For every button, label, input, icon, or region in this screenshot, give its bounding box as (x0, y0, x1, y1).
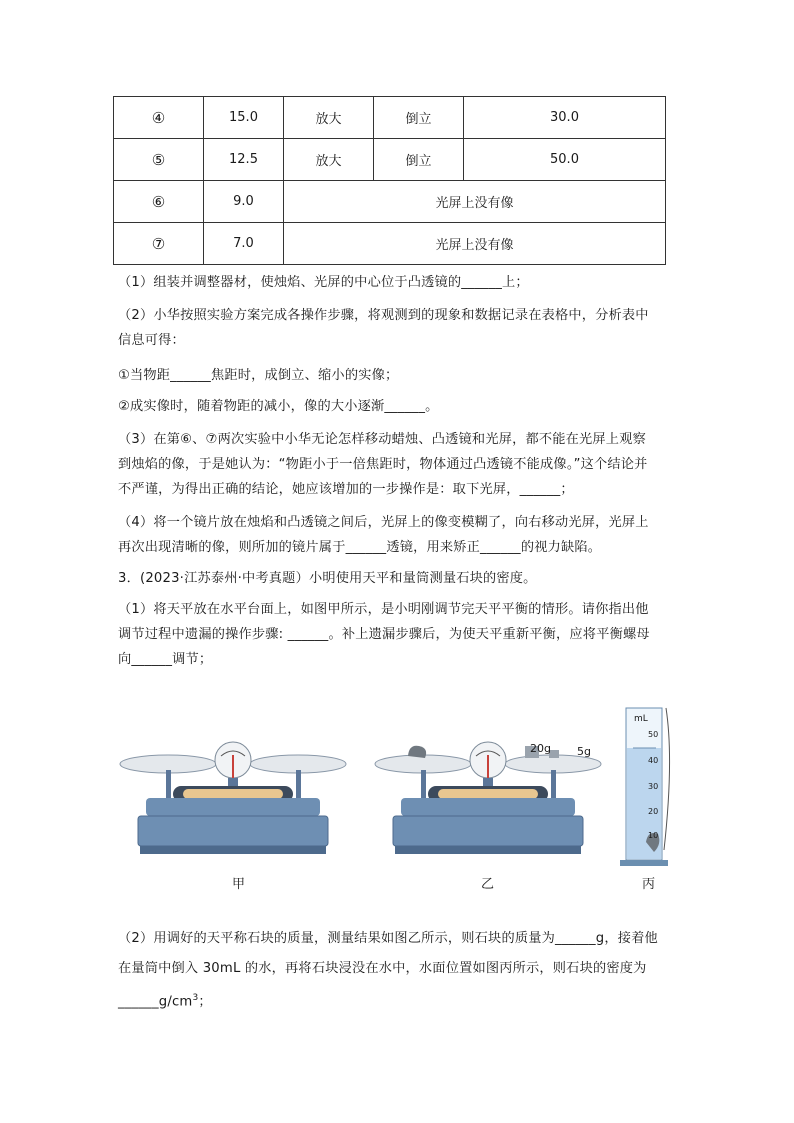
image-size: 放大 (284, 97, 374, 139)
weight-20g-label: 20g (530, 742, 551, 755)
object-distance: 12.5 (204, 139, 284, 181)
q2-sub-b: ②成实像时，随着物距的减小，像的大小逐渐______。 (118, 399, 439, 414)
tick-40: 40 (648, 756, 659, 765)
q2-sub-a: ①当物距______焦距时，成倒立、缩小的实像； (118, 368, 399, 383)
row-index: ④ (114, 97, 204, 139)
row-index: ⑥ (114, 181, 204, 223)
table-row (114, 139, 666, 181)
q3-line-2: 到烛焰的像，于是她认为：“物距小于一倍焦距时，物体通过凸透镜不能成像。”这个结论并 (118, 457, 648, 472)
balance-yi (375, 742, 601, 854)
weight-5g-label: 5g (577, 745, 591, 758)
table-row (114, 97, 666, 139)
image-orientation: 倒立 (374, 97, 464, 139)
question-2-text (118, 270, 678, 672)
tick-50: 50 (648, 730, 659, 739)
p3-q1-line-2: 调节过程中遗漏的操作步骤: ______。补上遗漏步骤后，为使天平重新平衡，应将平衡螺母 (118, 627, 650, 642)
caption-bing: 丙 (642, 877, 656, 892)
unit-superscript: 3 (192, 993, 199, 1003)
q2-line-2: 信息可得： (118, 333, 185, 348)
p3-q2-line-3 (118, 986, 678, 1014)
table-row (114, 181, 666, 223)
graduated-cylinder (620, 708, 670, 866)
p3-q2-line-2: 在量筒中倒入 30mL 的水，再将石块浸没在水中，水面位置如图丙所示，则石块的密度为 (118, 961, 647, 976)
q4-line-1: （4）将一个镜片放在烛焰和凸透镜之间后，光屏上的像变模糊了，向右移动光屏，光屏上 (118, 515, 649, 530)
q4-line-2: 再次出现清晰的像，则所加的镜片属于______透镜，用来矫正______的视力缺陷。 (118, 540, 602, 555)
p3-q1-line-3: 向______调节； (118, 652, 213, 667)
no-image-cell: 光屏上没有像 (284, 223, 666, 265)
q2-line-1: （2）小华按照实验方案完成各操作步骤，将观测到的现象和数据记录在表格中，分析表中 (118, 308, 649, 323)
row-index: ⑤ (114, 139, 204, 181)
p3-q2-line-3-main: ______g/cm (118, 994, 193, 1010)
p3-q1-line-1: （1）将天平放在水平台面上，如图甲所示，是小明刚调节完天平平衡的情形。请你指出他 (118, 602, 649, 617)
balance-jia (120, 742, 346, 854)
image-size: 放大 (284, 139, 374, 181)
object-distance: 15.0 (204, 97, 284, 139)
p3-q2-text (118, 926, 678, 1014)
q3-line-1: （3）在第⑥、⑦两次实验中小华无论怎样移动蜡烛、凸透镜和光屏，都不能在光屏上观察 (118, 432, 646, 447)
tick-30: 30 (648, 782, 659, 791)
q1-line: （1）组装并调整器材，使烛焰、光屏的中心位于凸透镜的______上； (118, 275, 529, 290)
p3-q2-line-1: （2）用调好的天平称石块的质量，测量结果如图乙所示，则石块的质量为______g，接着他 (118, 931, 658, 946)
q3-line-3: 不严谨，为得出正确的结论，她应该增加的一步操作是：取下光屏，______； (118, 482, 574, 497)
object-distance: 9.0 (204, 181, 284, 223)
row-index: ⑦ (114, 223, 204, 265)
apparatus-figure (118, 700, 678, 895)
no-image-cell: 光屏上没有像 (284, 181, 666, 223)
stone-on-pan (408, 746, 426, 758)
caption-yi: 乙 (481, 877, 495, 892)
image-distance: 50.0 (464, 139, 666, 181)
lens-data-table (113, 96, 666, 265)
object-distance: 7.0 (204, 223, 284, 265)
cylinder-unit: mL (634, 714, 648, 724)
p3-q2-line-3-end: ； (198, 994, 212, 1010)
image-distance: 30.0 (464, 97, 666, 139)
caption-jia: 甲 (232, 877, 246, 892)
problem-3-title: 3．(2023·江苏泰州·中考真题）小明使用天平和量筒测量石块的密度。 (118, 571, 537, 586)
table-row (114, 223, 666, 265)
image-orientation: 倒立 (374, 139, 464, 181)
tick-10: 10 (648, 831, 659, 840)
tick-20: 20 (648, 807, 659, 816)
